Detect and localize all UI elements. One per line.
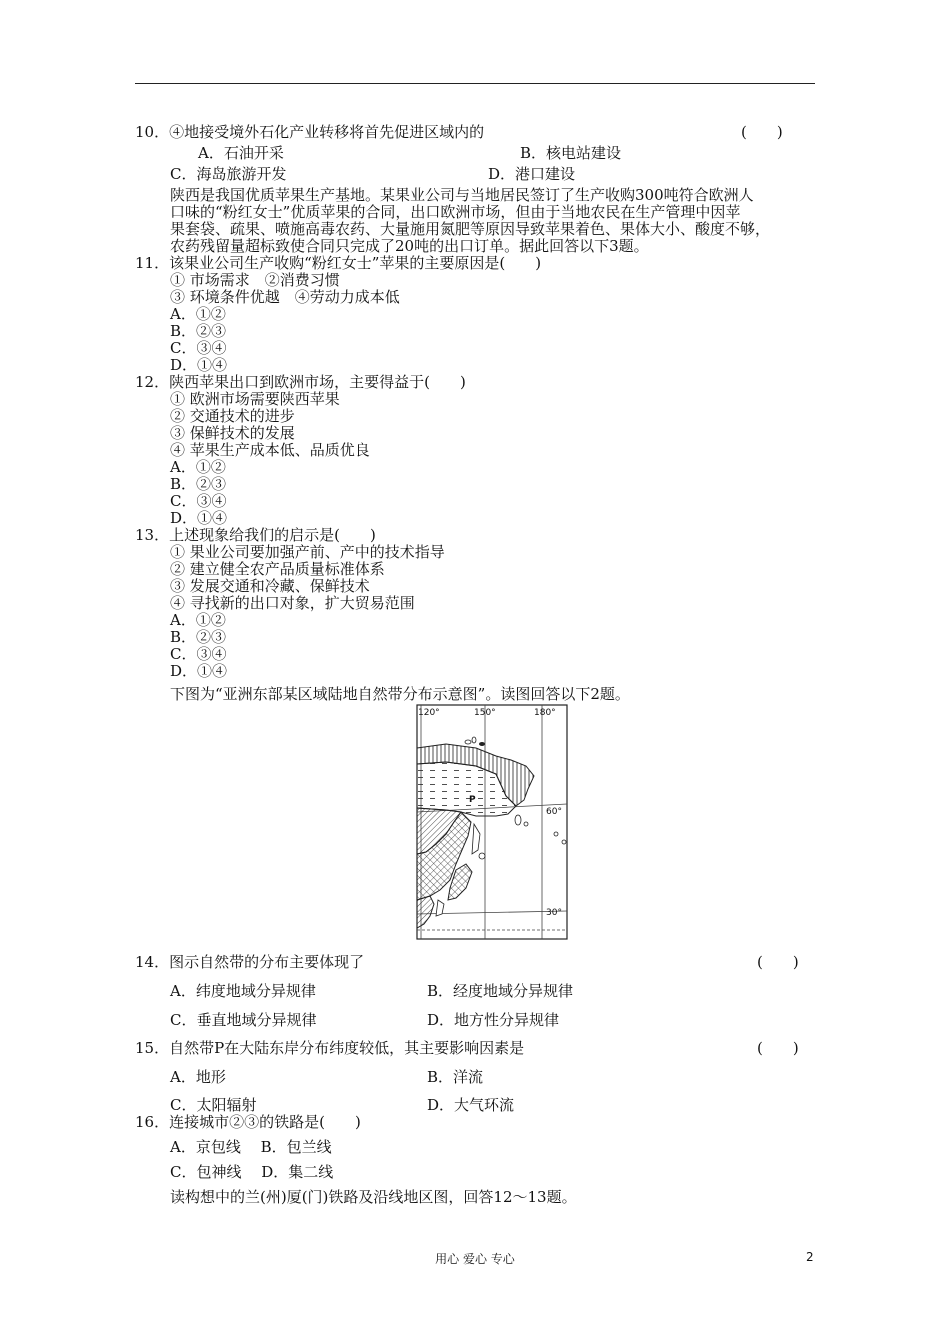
q16-stem: 16．连接城市②③的铁路是( ) bbox=[135, 1113, 361, 1131]
passage-line: 陕西是我国优质苹果生产基地。某果业公司与当地居民签订了生产收购300吨符合欧洲人 bbox=[170, 186, 754, 204]
natural-zone-map bbox=[416, 704, 568, 944]
passage-line: 果套袋、疏果、喷施高毒农药、大量施用氮肥等原因导致苹果着色、果体大小、酸度不够， bbox=[170, 220, 771, 238]
q10-option-c: C．海岛旅游开发 bbox=[170, 165, 287, 183]
q10-option-b: B．核电站建设 bbox=[520, 144, 622, 162]
lon-label: 180° bbox=[534, 708, 556, 718]
q12-option: C．③④ bbox=[170, 492, 227, 510]
q11-option: D．①④ bbox=[170, 356, 228, 374]
q14-option-a: A．纬度地域分异规律 bbox=[170, 982, 316, 1000]
q11-stem: 11．该果业公司生产收购“粉红女士”苹果的主要原因是( ) bbox=[135, 254, 542, 272]
q12-item: ④ 苹果生产成本低、品质优良 bbox=[170, 441, 370, 459]
q10-option-a: A．石油开采 bbox=[198, 144, 284, 162]
q11-item: ③ 环境条件优越 ④劳动力成本低 bbox=[170, 288, 400, 306]
q14-answer-paren: ( ) bbox=[757, 953, 799, 971]
island bbox=[554, 832, 558, 836]
lon-label: 120° bbox=[418, 708, 440, 718]
q15-answer-paren: ( ) bbox=[757, 1039, 799, 1057]
q12-item: ② 交通技术的进步 bbox=[170, 407, 295, 425]
q15-option-c: C．太阳辐射 bbox=[170, 1096, 257, 1114]
q16-options-row: A．京包线 B．包兰线 bbox=[170, 1138, 332, 1156]
map-intro: 下图为“亚洲东部某区域陆地自然带分布示意图”。读图回答以下2题。 bbox=[170, 685, 630, 703]
q13-item: ④ 寻找新的出口对象，扩大贸易范围 bbox=[170, 594, 415, 612]
q13-stem: 13．上述现象给我们的启示是( ) bbox=[135, 526, 376, 544]
q13-option: A．①② bbox=[170, 611, 226, 629]
island bbox=[465, 740, 471, 744]
island bbox=[515, 815, 521, 825]
q16-options-row: C．包神线 D．集二线 bbox=[170, 1163, 334, 1181]
q11-option: C．③④ bbox=[170, 339, 227, 357]
q10-answer-paren: ( ) bbox=[741, 123, 783, 141]
q15-stem: 15．自然带P在大陆东岸分布纬度较低，其主要影响因素是 bbox=[135, 1039, 525, 1057]
island bbox=[479, 742, 485, 746]
lon-label: 150° bbox=[474, 708, 496, 718]
q12-option: B．②③ bbox=[170, 475, 227, 493]
island bbox=[472, 737, 476, 743]
q13-item: ① 果业公司要加强产前、产中的技术指导 bbox=[170, 543, 445, 561]
q11-option: B．②③ bbox=[170, 322, 227, 340]
q11-option: A．①② bbox=[170, 305, 226, 323]
lat-label: 60° bbox=[546, 807, 562, 817]
island bbox=[524, 822, 528, 826]
q10-option-d: D．港口建设 bbox=[488, 165, 576, 183]
q14-option-c: C．垂直地域分异规律 bbox=[170, 1011, 317, 1029]
q12-item: ③ 保鲜技术的发展 bbox=[170, 424, 295, 442]
island bbox=[562, 840, 566, 844]
q14-option-d: D．地方性分异规律 bbox=[427, 1011, 560, 1029]
page-footer: 用心 爱心 专心 bbox=[435, 1252, 515, 1266]
q10-stem: 10．④地接受境外石化产业转移将首先促进区域内的 bbox=[135, 123, 485, 141]
next-section-intro: 读构想中的兰(州)厦(门)铁路及沿线地区图，回答12～13题。 bbox=[170, 1188, 577, 1206]
q15-option-a: A．地形 bbox=[170, 1068, 226, 1086]
q12-item: ① 欧洲市场需要陕西苹果 bbox=[170, 390, 340, 408]
q15-option-d: D．大气环流 bbox=[427, 1096, 515, 1114]
passage-line: 农药残留量超标致使合同只完成了20吨的出口订单。据此回答以下3题。 bbox=[170, 237, 649, 255]
lat-label: 30° bbox=[546, 908, 562, 918]
q12-stem: 12．陕西苹果出口到欧洲市场，主要得益于( ) bbox=[135, 373, 466, 391]
q13-option: D．①④ bbox=[170, 662, 228, 680]
header-rule bbox=[135, 83, 815, 84]
q11-item: ① 市场需求 ②消费习惯 bbox=[170, 271, 340, 289]
zone-p-label: P bbox=[469, 795, 476, 805]
q13-option: B．②③ bbox=[170, 628, 227, 646]
passage-line: 口味的“粉红女士”优质苹果的合同，出口欧洲市场，但由于当地农民在生产管理中因苹 bbox=[170, 203, 741, 221]
q13-item: ③ 发展交通和冷藏、保鲜技术 bbox=[170, 577, 370, 595]
island bbox=[479, 853, 485, 859]
q14-stem: 14．图示自然带的分布主要体现了 bbox=[135, 953, 365, 971]
q13-option: C．③④ bbox=[170, 645, 227, 663]
q13-item: ② 建立健全农产品质量标准体系 bbox=[170, 560, 385, 578]
q14-option-b: B．经度地域分异规律 bbox=[427, 982, 574, 1000]
q12-option: A．①② bbox=[170, 458, 226, 476]
page-number: 2 bbox=[806, 1250, 814, 1264]
q15-option-b: B．洋流 bbox=[427, 1068, 484, 1086]
q12-option: D．①④ bbox=[170, 509, 228, 527]
